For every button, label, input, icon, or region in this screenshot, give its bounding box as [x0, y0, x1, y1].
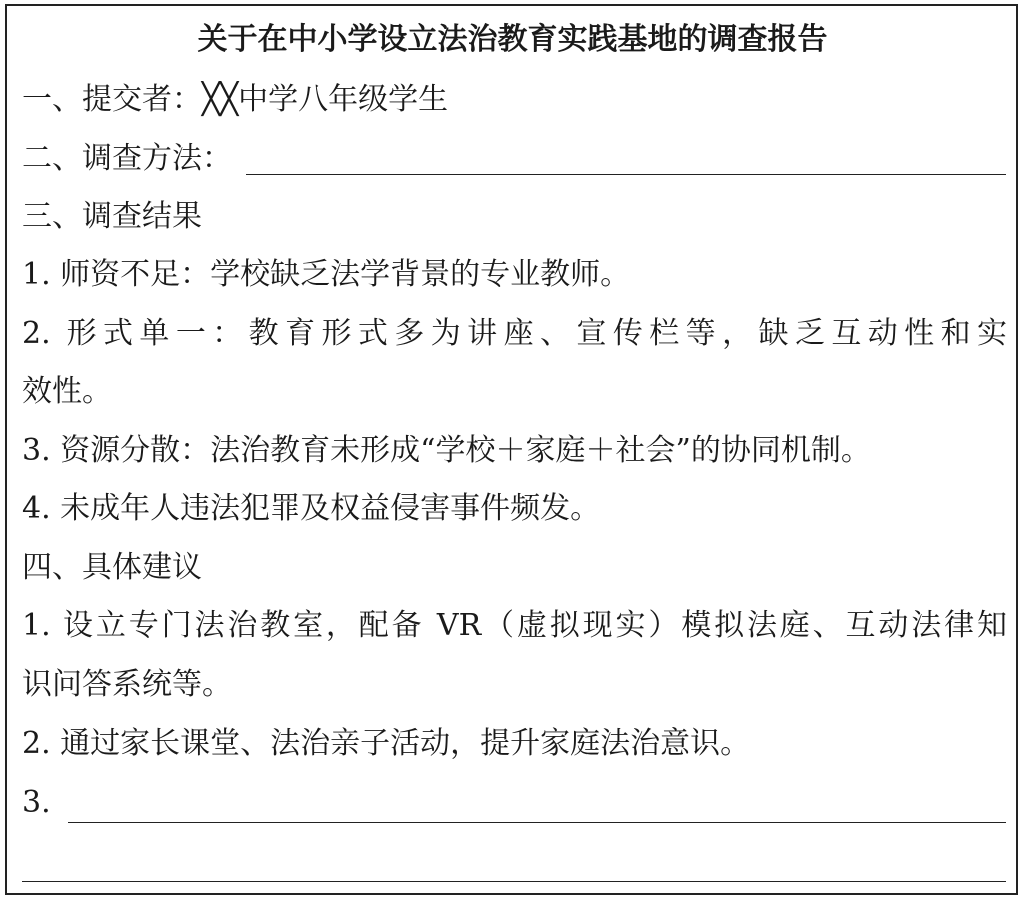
result-item-1: 1. 师资不足：学校缺乏法学背景的专业教师。	[22, 257, 631, 292]
suggestions-heading: 四、具体建议	[22, 550, 202, 585]
result-item-3: 3. 资源分散：法治教育未形成“学校＋家庭＋社会”的协同机制。	[22, 433, 871, 468]
suggestion-item-2: 2. 通过家长课堂、法治亲子活动，提升家庭法治意识。	[22, 726, 751, 761]
suggestion-3-blank-2[interactable]	[22, 881, 1006, 882]
submitter-line: 一、提交者：╳╳中学八年级学生	[22, 82, 449, 117]
results-heading: 三、调查结果	[22, 199, 202, 234]
suggestion-item-3-label: 3.	[22, 785, 51, 820]
method-blank[interactable]	[246, 174, 1006, 175]
suggestion-3-blank-1[interactable]	[68, 822, 1006, 823]
report-title: 关于在中小学设立法治教育实践基地的调查报告	[197, 22, 828, 57]
suggestion-item-1-cont: 识问答系统等。	[22, 667, 232, 702]
result-item-2: 2. 形式单一：教育形式多为讲座、宣传栏等，缺乏互动性和实	[22, 316, 1007, 351]
result-item-2-cont: 效性。	[22, 374, 112, 409]
suggestion-item-1: 1. 设立专门法治教室，配备 VR（虚拟现实）模拟法庭、互动法律知	[22, 608, 1007, 643]
result-item-4: 4. 未成年人违法犯罪及权益侵害事件频发。	[22, 491, 601, 526]
method-label: 二、调查方法：	[22, 141, 232, 176]
